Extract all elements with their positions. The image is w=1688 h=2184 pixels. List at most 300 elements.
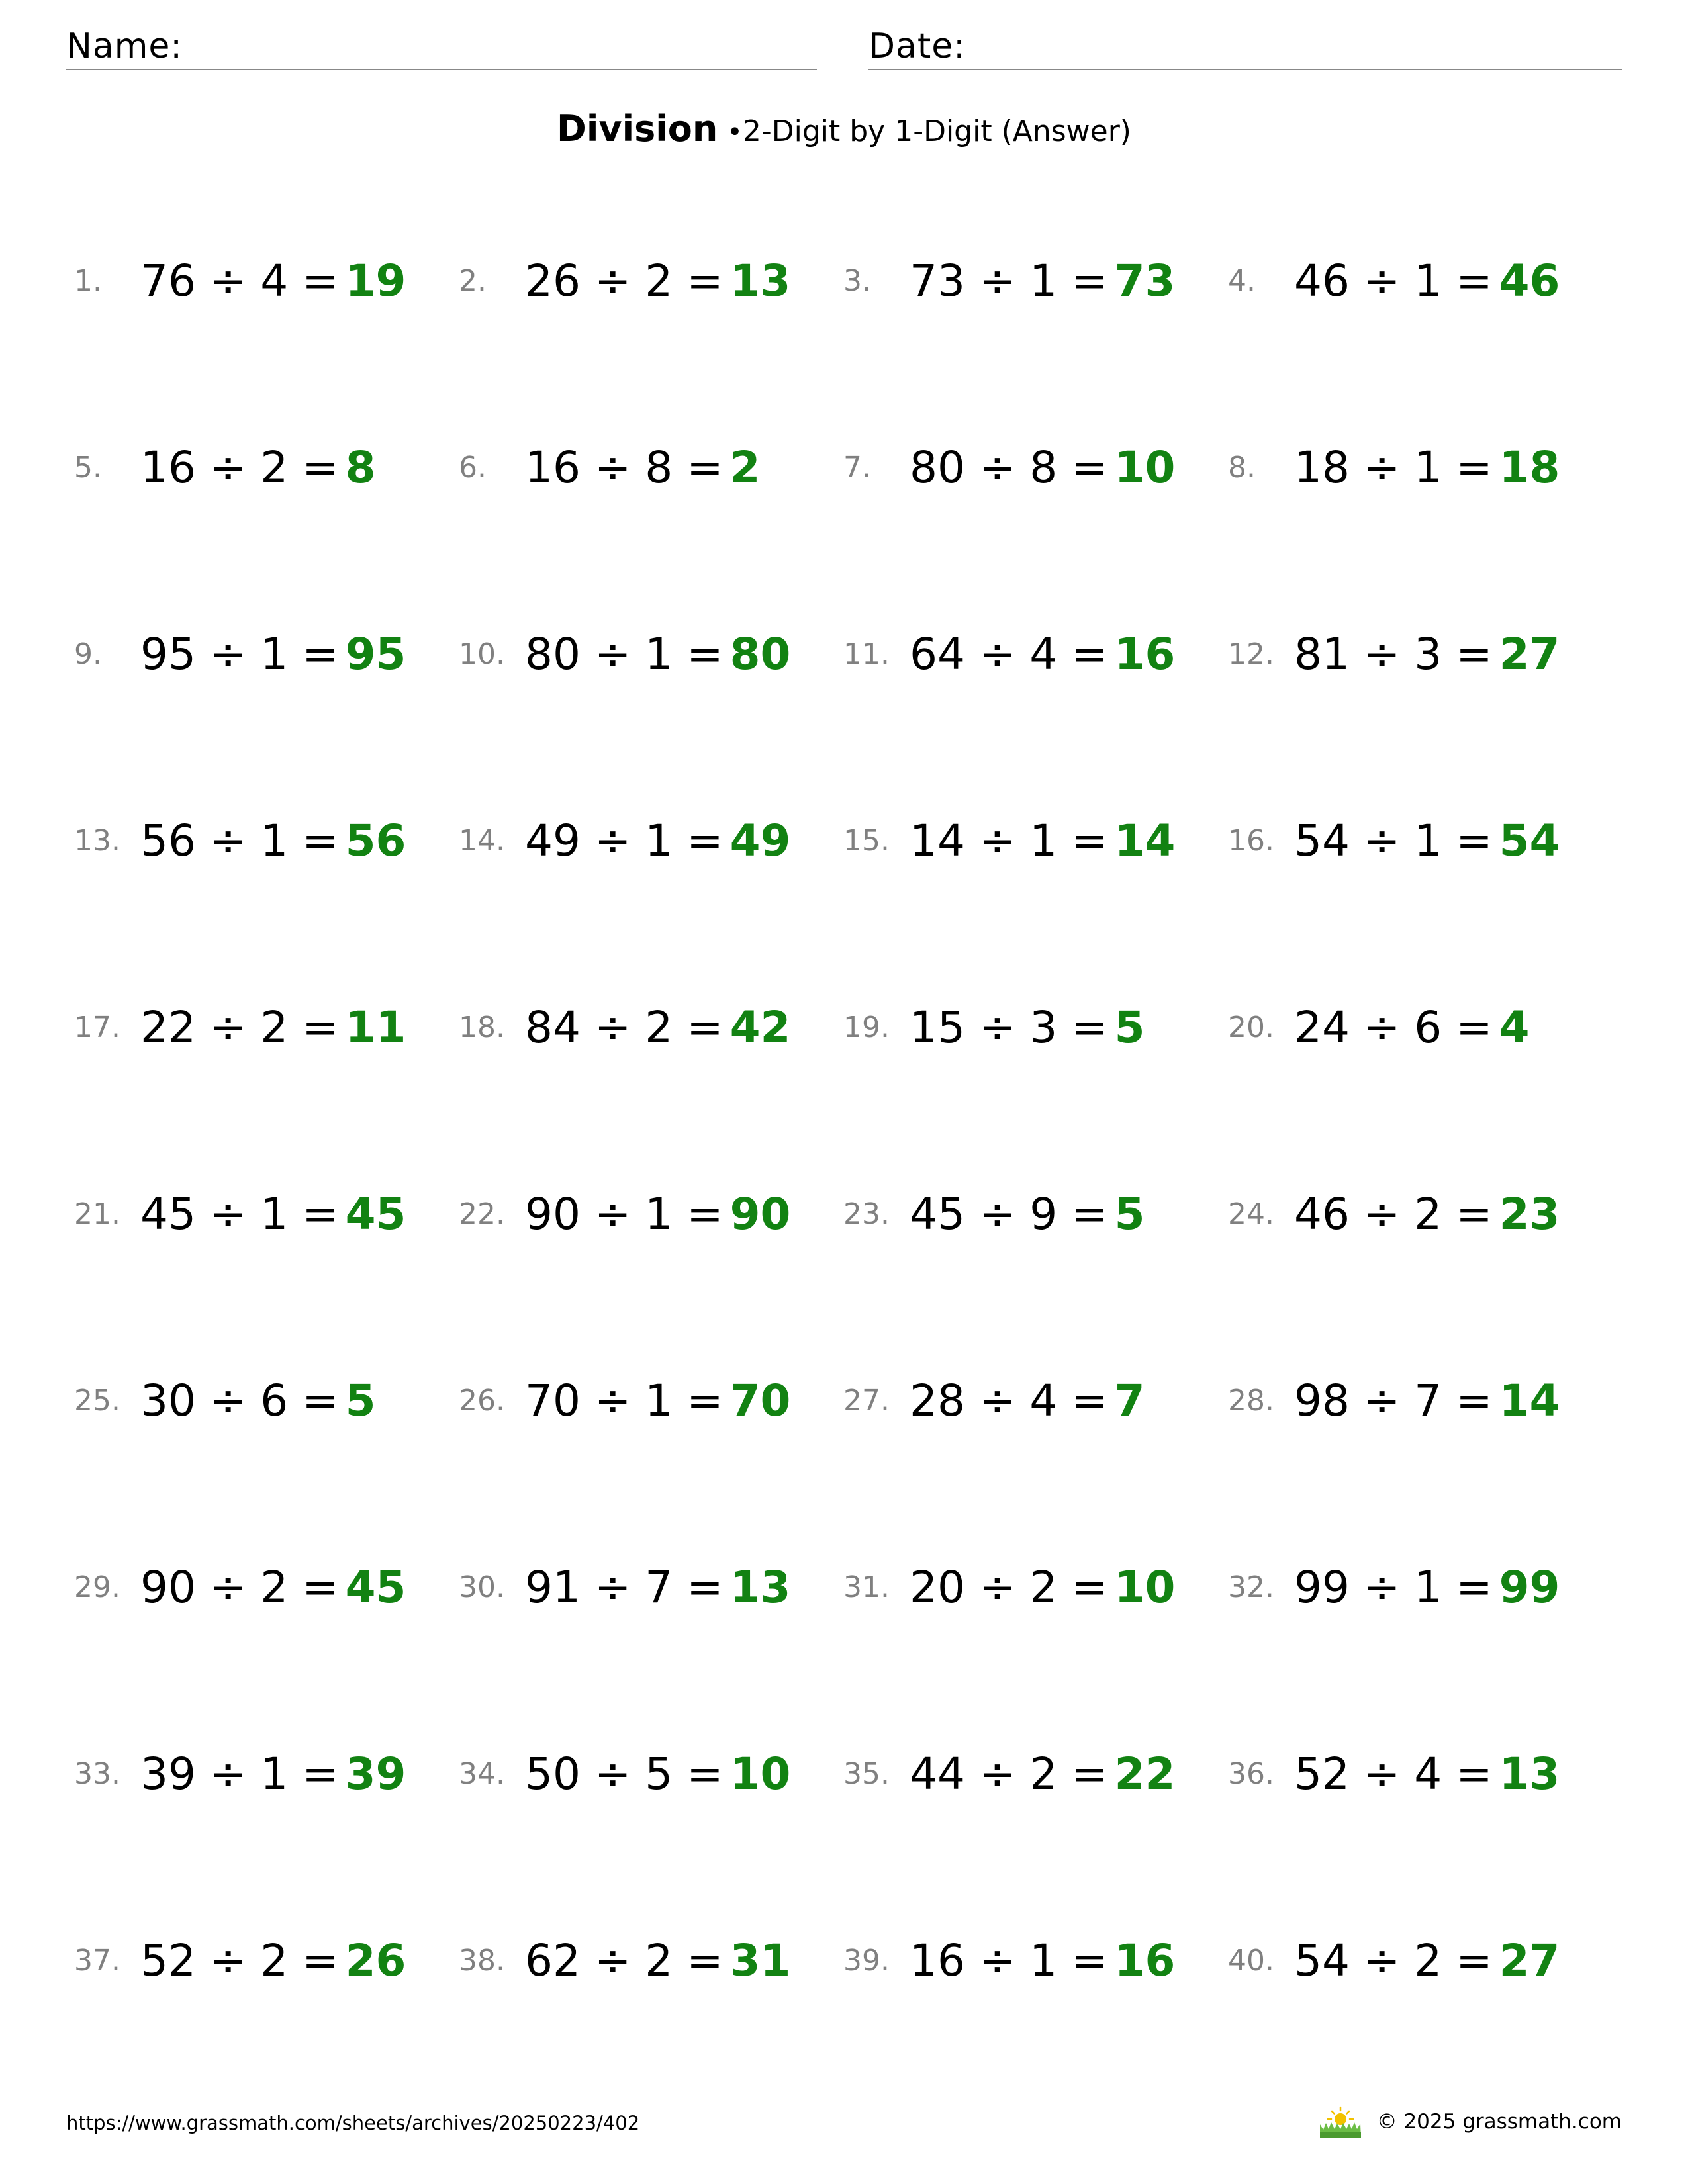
- problem-expression: [1294, 1741, 1560, 1807]
- answer: 27: [1499, 1935, 1560, 1986]
- problem-item: [1228, 1928, 1599, 1994]
- divide-sign: ÷: [209, 1749, 247, 1799]
- problem-expression: [1294, 1928, 1560, 1994]
- problem-item: [459, 1741, 829, 1807]
- problem-expression: [525, 621, 790, 688]
- problem-item: [459, 995, 829, 1061]
- problem-item: [74, 1181, 445, 1248]
- divide-sign: ÷: [1363, 255, 1401, 306]
- title-subtitle: 2-Digit by 1-Digit (Answer): [742, 114, 1131, 148]
- answer: 10: [1114, 442, 1176, 493]
- problem-number: 29.: [74, 1570, 120, 1604]
- equals-sign: =: [686, 442, 724, 493]
- dividend: 16: [910, 1935, 965, 1986]
- problem-expression: [140, 1928, 406, 1994]
- problem-expression: [140, 1741, 406, 1807]
- equals-sign: =: [1456, 1935, 1493, 1986]
- answer: 54: [1499, 815, 1560, 866]
- problem-expression: [525, 1368, 790, 1434]
- answer: 46: [1499, 255, 1560, 306]
- dividend: 52: [140, 1935, 196, 1986]
- problem-expression: [140, 995, 406, 1061]
- answer: 10: [729, 1749, 791, 1799]
- dividend: 98: [1294, 1375, 1350, 1426]
- answer: 14: [1499, 1375, 1560, 1426]
- date-field[interactable]: [868, 24, 1622, 70]
- divide-sign: ÷: [978, 1935, 1016, 1986]
- divisor: 1: [645, 1189, 673, 1240]
- problem-expression: [1294, 1555, 1560, 1621]
- divisor: 1: [260, 629, 289, 680]
- problem-number: 39.: [843, 1944, 890, 1978]
- dividend: 39: [140, 1749, 196, 1799]
- problem-item: [74, 1555, 445, 1621]
- divisor: 2: [1414, 1935, 1442, 1986]
- problem-number: 6.: [459, 451, 487, 484]
- problem-number: 33.: [74, 1757, 120, 1791]
- problem-number: 30.: [459, 1570, 505, 1604]
- footer-url[interactable]: https://www.grassmath.com/sheets/archives/20250223/402: [66, 2112, 640, 2134]
- problem-number: 3.: [843, 264, 871, 298]
- problem-expression: [910, 1368, 1145, 1434]
- problem-item: [74, 808, 445, 874]
- equals-sign: =: [302, 1562, 339, 1613]
- equals-sign: =: [302, 1749, 339, 1799]
- equals-sign: =: [1071, 1002, 1108, 1053]
- dividend: 14: [910, 815, 965, 866]
- equals-sign: =: [686, 1562, 724, 1613]
- equals-sign: =: [1456, 1749, 1493, 1799]
- problem-item: [843, 995, 1214, 1061]
- divide-sign: ÷: [209, 629, 247, 680]
- equals-sign: =: [1456, 1189, 1493, 1240]
- divisor: 4: [1414, 1749, 1442, 1799]
- dividend: 95: [140, 629, 196, 680]
- divide-sign: ÷: [978, 1749, 1016, 1799]
- divide-sign: ÷: [209, 1375, 247, 1426]
- problem-item: [1228, 808, 1599, 874]
- answer: 5: [1114, 1002, 1145, 1053]
- problem-number: 37.: [74, 1944, 120, 1978]
- problem-number: 32.: [1228, 1570, 1274, 1604]
- problem-number: 21.: [74, 1197, 120, 1231]
- divide-sign: ÷: [594, 1562, 632, 1613]
- problem-expression: [1294, 621, 1560, 688]
- answer: 45: [345, 1189, 406, 1240]
- problem-grid: [0, 248, 1688, 2134]
- equals-sign: =: [686, 255, 724, 306]
- dividend: 46: [1294, 255, 1350, 306]
- dividend: 46: [1294, 1189, 1350, 1240]
- name-label: Name:: [66, 26, 183, 66]
- problem-expression: [1294, 808, 1560, 874]
- equals-sign: =: [1456, 1375, 1493, 1426]
- dividend: 16: [140, 442, 196, 493]
- divide-sign: ÷: [978, 815, 1016, 866]
- problem-expression: [1294, 1368, 1560, 1434]
- answer: 80: [729, 629, 791, 680]
- answer: 39: [345, 1749, 406, 1799]
- dividend: 24: [1294, 1002, 1350, 1053]
- problem-item: [459, 1368, 829, 1434]
- dividend: 91: [525, 1562, 581, 1613]
- answer: 4: [1499, 1002, 1530, 1053]
- problem-item: [74, 621, 445, 688]
- divisor: 2: [1414, 1189, 1442, 1240]
- divide-sign: ÷: [209, 1935, 247, 1986]
- footer-copyright: © 2025 grassmath.com: [1376, 2110, 1622, 2134]
- problem-number: 14.: [459, 824, 505, 858]
- divide-sign: ÷: [1363, 1562, 1401, 1613]
- divisor: 9: [1029, 1189, 1058, 1240]
- divide-sign: ÷: [978, 1375, 1016, 1426]
- divisor: 1: [1029, 1935, 1058, 1986]
- divisor: 2: [1029, 1749, 1058, 1799]
- divisor: 7: [1414, 1375, 1442, 1426]
- equals-sign: =: [1071, 1749, 1108, 1799]
- divide-sign: ÷: [1363, 629, 1401, 680]
- problem-item: [1228, 621, 1599, 688]
- dividend: 54: [1294, 1935, 1350, 1986]
- problem-number: 8.: [1228, 451, 1256, 484]
- problem-expression: [1294, 995, 1530, 1061]
- dividend: 81: [1294, 629, 1350, 680]
- problem-expression: [525, 995, 790, 1061]
- divide-sign: ÷: [978, 1002, 1016, 1053]
- problem-number: 11.: [843, 637, 890, 671]
- dividend: 76: [140, 255, 196, 306]
- problem-expression: [1294, 248, 1560, 314]
- problem-item: [843, 1741, 1214, 1807]
- problem-expression: [1294, 435, 1560, 501]
- dividend: 20: [910, 1562, 965, 1613]
- dividend: 84: [525, 1002, 581, 1053]
- problem-item: [74, 248, 445, 314]
- answer: 10: [1114, 1562, 1176, 1613]
- dividend: 56: [140, 815, 196, 866]
- equals-sign: =: [1456, 629, 1493, 680]
- problem-expression: [525, 1181, 790, 1248]
- problem-expression: [525, 248, 790, 314]
- divisor: 6: [260, 1375, 289, 1426]
- divide-sign: ÷: [209, 815, 247, 866]
- divisor: 3: [1029, 1002, 1058, 1053]
- dividend: 26: [525, 255, 581, 306]
- divide-sign: ÷: [594, 442, 632, 493]
- dividend: 62: [525, 1935, 581, 1986]
- divide-sign: ÷: [594, 1189, 632, 1240]
- problem-number: 27.: [843, 1384, 890, 1418]
- problem-number: 34.: [459, 1757, 505, 1791]
- dividend: 18: [1294, 442, 1350, 493]
- divide-sign: ÷: [1363, 1935, 1401, 1986]
- divisor: 2: [645, 1935, 673, 1986]
- equals-sign: =: [686, 1375, 724, 1426]
- equals-sign: =: [686, 1189, 724, 1240]
- problem-expression: [910, 1181, 1145, 1248]
- divisor: 1: [260, 1189, 289, 1240]
- problem-expression: [910, 1928, 1175, 1994]
- problem-item: [74, 435, 445, 501]
- dividend: 90: [525, 1189, 581, 1240]
- answer: 45: [345, 1562, 406, 1613]
- divisor: 2: [260, 442, 289, 493]
- problem-number: 28.: [1228, 1384, 1274, 1418]
- problem-item: [74, 995, 445, 1061]
- answer: 23: [1499, 1189, 1560, 1240]
- problem-item: [843, 621, 1214, 688]
- divide-sign: ÷: [1363, 442, 1401, 493]
- dividend: 22: [140, 1002, 196, 1053]
- problem-number: 7.: [843, 451, 871, 484]
- problem-number: 18.: [459, 1011, 505, 1044]
- answer: 19: [345, 255, 406, 306]
- divide-sign: ÷: [594, 815, 632, 866]
- problem-expression: [910, 1741, 1175, 1807]
- divide-sign: ÷: [1363, 1749, 1401, 1799]
- problem-number: 12.: [1228, 637, 1274, 671]
- problem-expression: [525, 435, 761, 501]
- answer: 7: [1114, 1375, 1145, 1426]
- answer: 8: [345, 442, 376, 493]
- dividend: 44: [910, 1749, 965, 1799]
- problem-number: 4.: [1228, 264, 1256, 298]
- problem-number: 24.: [1228, 1197, 1274, 1231]
- divide-sign: ÷: [594, 629, 632, 680]
- divisor: 2: [1029, 1562, 1058, 1613]
- problem-item: [1228, 1741, 1599, 1807]
- divisor: 7: [645, 1562, 673, 1613]
- problem-item: [1228, 1181, 1599, 1248]
- answer: 13: [1499, 1749, 1560, 1799]
- equals-sign: =: [302, 1935, 339, 1986]
- divisor: 4: [1029, 1375, 1058, 1426]
- equals-sign: =: [1456, 442, 1493, 493]
- answer: 13: [729, 1562, 791, 1613]
- divide-sign: ÷: [594, 1002, 632, 1053]
- dividend: 30: [140, 1375, 196, 1426]
- dividend: 50: [525, 1749, 581, 1799]
- divisor: 1: [1414, 442, 1442, 493]
- problem-expression: [140, 1368, 376, 1434]
- problem-item: [459, 1555, 829, 1621]
- equals-sign: =: [1456, 1002, 1493, 1053]
- problem-number: 13.: [74, 824, 120, 858]
- answer: 14: [1114, 815, 1176, 866]
- problem-number: 19.: [843, 1011, 890, 1044]
- problem-expression: [910, 1555, 1175, 1621]
- divisor: 8: [645, 442, 673, 493]
- grass-sun-logo-icon: [1319, 2105, 1362, 2139]
- problem-expression: [910, 995, 1145, 1061]
- answer: 95: [345, 629, 406, 680]
- dividend: 80: [525, 629, 581, 680]
- divisor: 2: [260, 1562, 289, 1613]
- equals-sign: =: [1071, 1375, 1108, 1426]
- divisor: 3: [1414, 629, 1442, 680]
- problem-item: [843, 1928, 1214, 1994]
- problem-number: 23.: [843, 1197, 890, 1231]
- problem-expression: [910, 808, 1175, 874]
- answer: 16: [1114, 629, 1176, 680]
- divide-sign: ÷: [209, 255, 247, 306]
- answer: 18: [1499, 442, 1560, 493]
- problem-number: 22.: [459, 1197, 505, 1231]
- problem-number: 15.: [843, 824, 890, 858]
- divide-sign: ÷: [978, 442, 1016, 493]
- problem-expression: [910, 248, 1175, 314]
- divisor: 4: [260, 255, 289, 306]
- dividend: 16: [525, 442, 581, 493]
- divisor: 1: [1414, 255, 1442, 306]
- problem-number: 17.: [74, 1011, 120, 1044]
- divisor: 1: [1414, 815, 1442, 866]
- problem-number: 16.: [1228, 824, 1274, 858]
- answer: 26: [345, 1935, 406, 1986]
- equals-sign: =: [302, 629, 339, 680]
- divisor: 2: [260, 1935, 289, 1986]
- equals-sign: =: [1456, 255, 1493, 306]
- problem-number: 5.: [74, 451, 102, 484]
- problem-item: [1228, 435, 1599, 501]
- divisor: 6: [1414, 1002, 1442, 1053]
- divisor: 1: [645, 815, 673, 866]
- dividend: 49: [525, 815, 581, 866]
- problem-expression: [525, 1928, 790, 1994]
- problem-item: [459, 435, 829, 501]
- divide-sign: ÷: [978, 1562, 1016, 1613]
- divisor: 2: [645, 255, 673, 306]
- divisor: 1: [1029, 255, 1058, 306]
- problem-item: [1228, 1368, 1599, 1434]
- problem-item: [843, 435, 1214, 501]
- divide-sign: ÷: [209, 442, 247, 493]
- divide-sign: ÷: [1363, 1375, 1401, 1426]
- equals-sign: =: [1071, 442, 1108, 493]
- problem-number: 10.: [459, 637, 505, 671]
- footer-branding: [1319, 2102, 1622, 2142]
- name-field[interactable]: [66, 24, 817, 70]
- divisor: 8: [1029, 442, 1058, 493]
- divisor: 1: [645, 1375, 673, 1426]
- dividend: 73: [910, 255, 965, 306]
- problem-item: [843, 1368, 1214, 1434]
- answer: 27: [1499, 629, 1560, 680]
- problem-number: 2.: [459, 264, 487, 298]
- problem-expression: [140, 1555, 406, 1621]
- problem-expression: [525, 808, 790, 874]
- problem-item: [459, 1928, 829, 1994]
- equals-sign: =: [686, 815, 724, 866]
- problem-expression: [525, 1555, 790, 1621]
- answer: 16: [1114, 1935, 1176, 1986]
- equals-sign: =: [302, 255, 339, 306]
- problem-item: [459, 621, 829, 688]
- problem-item: [843, 808, 1214, 874]
- problem-number: 31.: [843, 1570, 890, 1604]
- divide-sign: ÷: [594, 1935, 632, 1986]
- dividend: 45: [140, 1189, 196, 1240]
- problem-number: 1.: [74, 264, 102, 298]
- problem-expression: [140, 621, 406, 688]
- dividend: 90: [140, 1562, 196, 1613]
- answer: 13: [729, 255, 791, 306]
- answer: 22: [1114, 1749, 1176, 1799]
- answer: 2: [729, 442, 761, 493]
- dividend: 28: [910, 1375, 965, 1426]
- dividend: 15: [910, 1002, 965, 1053]
- divisor: 1: [260, 1749, 289, 1799]
- equals-sign: =: [1456, 815, 1493, 866]
- equals-sign: =: [1071, 1562, 1108, 1613]
- problem-number: 9.: [74, 637, 102, 671]
- answer: 5: [1114, 1189, 1145, 1240]
- title-separator: •: [727, 117, 743, 148]
- divide-sign: ÷: [209, 1189, 247, 1240]
- dividend: 64: [910, 629, 965, 680]
- problem-number: 35.: [843, 1757, 890, 1791]
- divide-sign: ÷: [978, 255, 1016, 306]
- answer: 42: [729, 1002, 791, 1053]
- equals-sign: =: [302, 1189, 339, 1240]
- dividend: 70: [525, 1375, 581, 1426]
- divide-sign: ÷: [209, 1562, 247, 1613]
- problem-expression: [910, 621, 1175, 688]
- dividend: 80: [910, 442, 965, 493]
- divisor: 5: [645, 1749, 673, 1799]
- equals-sign: =: [302, 815, 339, 866]
- problem-number: 25.: [74, 1384, 120, 1418]
- dividend: 99: [1294, 1562, 1350, 1613]
- equals-sign: =: [686, 1749, 724, 1799]
- equals-sign: =: [1071, 1935, 1108, 1986]
- divisor: 1: [645, 629, 673, 680]
- worksheet-title: [0, 106, 1688, 156]
- equals-sign: =: [1456, 1562, 1493, 1613]
- date-label: Date:: [868, 26, 966, 66]
- answer: 90: [729, 1189, 791, 1240]
- equals-sign: =: [1071, 629, 1108, 680]
- divisor: 1: [260, 815, 289, 866]
- answer: 73: [1114, 255, 1176, 306]
- equals-sign: =: [302, 1375, 339, 1426]
- problem-item: [459, 248, 829, 314]
- equals-sign: =: [686, 1002, 724, 1053]
- divide-sign: ÷: [594, 1375, 632, 1426]
- answer: 99: [1499, 1562, 1560, 1613]
- answer: 11: [345, 1002, 406, 1053]
- problem-number: 26.: [459, 1384, 505, 1418]
- problem-number: 40.: [1228, 1944, 1274, 1978]
- problem-item: [459, 808, 829, 874]
- equals-sign: =: [302, 442, 339, 493]
- equals-sign: =: [1071, 815, 1108, 866]
- equals-sign: =: [1071, 255, 1108, 306]
- problem-number: 36.: [1228, 1757, 1274, 1791]
- answer: 49: [729, 815, 791, 866]
- answer: 5: [345, 1375, 376, 1426]
- problem-number: 20.: [1228, 1011, 1274, 1044]
- divide-sign: ÷: [209, 1002, 247, 1053]
- divide-sign: ÷: [594, 1749, 632, 1799]
- problem-item: [843, 1555, 1214, 1621]
- equals-sign: =: [686, 629, 724, 680]
- divide-sign: ÷: [1363, 1002, 1401, 1053]
- problem-expression: [1294, 1181, 1560, 1248]
- problem-expression: [140, 248, 406, 314]
- problem-expression: [140, 1181, 406, 1248]
- problem-expression: [910, 435, 1175, 501]
